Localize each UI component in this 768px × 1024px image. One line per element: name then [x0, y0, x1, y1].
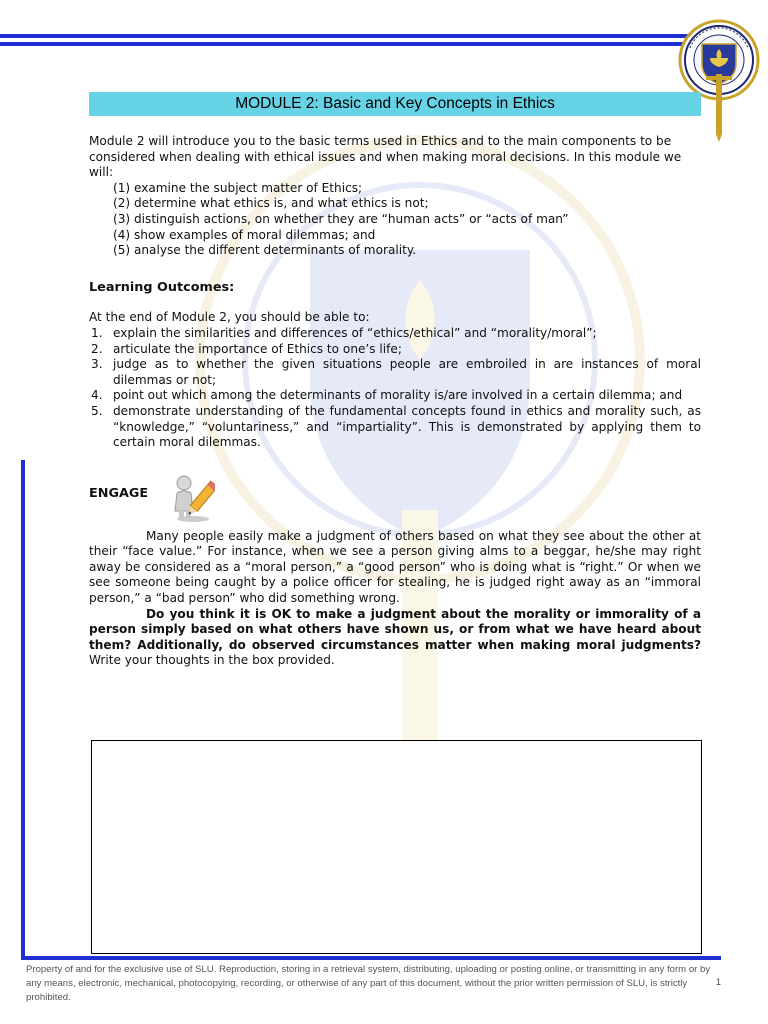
outcomes-lead: At the end of Module 2, you should be able to: [89, 310, 370, 325]
module-content [89, 92, 701, 669]
list-item: 5. demonstrate understanding of the fundamental concepts found in ethics and morality such, as “knowledge,” “voluntariness,” and “impartiality”. This is demonstrated by applying them to certain moral dilemmas. [91, 403, 701, 450]
list-item: 4. point out which among the determinants of morality is/are involved in a certain dilemma; and [91, 388, 683, 403]
list-item: (4) show examples of moral dilemmas; and [113, 227, 376, 242]
engage-question [89, 607, 701, 669]
list-item: 1. explain the similarities and differences of “ethics/ethical” and “morality/moral”; [91, 325, 597, 340]
list-item: 3. judge as to whether the given situations people are embroiled in are instances of moral dilemmas or not; [91, 357, 701, 387]
list-item: (2) determine what ethics is, and what ethics is not; [113, 196, 429, 211]
header-rule-top [0, 34, 705, 38]
question-bold: Do you think it is OK to make a judgment about the morality or immorality of a person simply based on what others have shown us, or from what we have heard about them? Additionally, do observed circumstances matter when making moral judgments? [89, 606, 701, 652]
learning-outcomes-heading: Learning Outcomes: [89, 279, 235, 295]
question-instruction: Write your thoughts in the box provided. [89, 653, 335, 668]
page-number: 1 [716, 977, 722, 987]
list-item: (3) distinguish actions, on whether they are “human acts” or “acts of man” [113, 211, 569, 226]
engage-paragraph: Many people easily make a judgment of others based on what they see about the other at their “face value.” For instance, when we see a person giving alms to a beggar, he/she may right away be considered as a “moral person,” a “good person” who is doing what is “right.” Or when we see someone being caught by a police officer for stealing, he is judged right away as an “immoral person,” a “bad person” who did something wrong. [89, 528, 701, 606]
engage-header [89, 473, 701, 521]
thinking-figure-pencil-icon [169, 473, 215, 523]
outcomes-list [89, 326, 701, 451]
footer-rule-horizontal [21, 956, 721, 960]
list-item: (5) analyse the different determinants of morality. [113, 243, 417, 258]
answer-box[interactable] [91, 740, 702, 954]
intro-list [89, 181, 701, 259]
intro-paragraph: Module 2 will introduce you to the basic terms used in Ethics and to the main components to be considered when dealing with ethical issues and when making moral decisions. In this module we will: [89, 134, 682, 180]
module-title: MODULE 2: Basic and Key Concepts in Ethics [89, 92, 701, 116]
header-rule-bottom [0, 42, 712, 46]
list-item: (1) examine the subject matter of Ethics; [113, 180, 363, 195]
copyright-notice: Property of and for the exclusive use of SLU. Reproduction, storing in a retrieval system, distributing, uploading or posting online, or transmitting in any form or by any means, electronic, mechanical, photocopying, recording, or otherwise of any part of this document, without the prior written permission of SLU, is strictly prohibited. [26, 964, 711, 1003]
footer-rule-vertical [21, 460, 25, 960]
list-item: 2. articulate the importance of Ethics to one’s life; [91, 341, 402, 356]
engage-heading: ENGAGE [89, 485, 149, 501]
